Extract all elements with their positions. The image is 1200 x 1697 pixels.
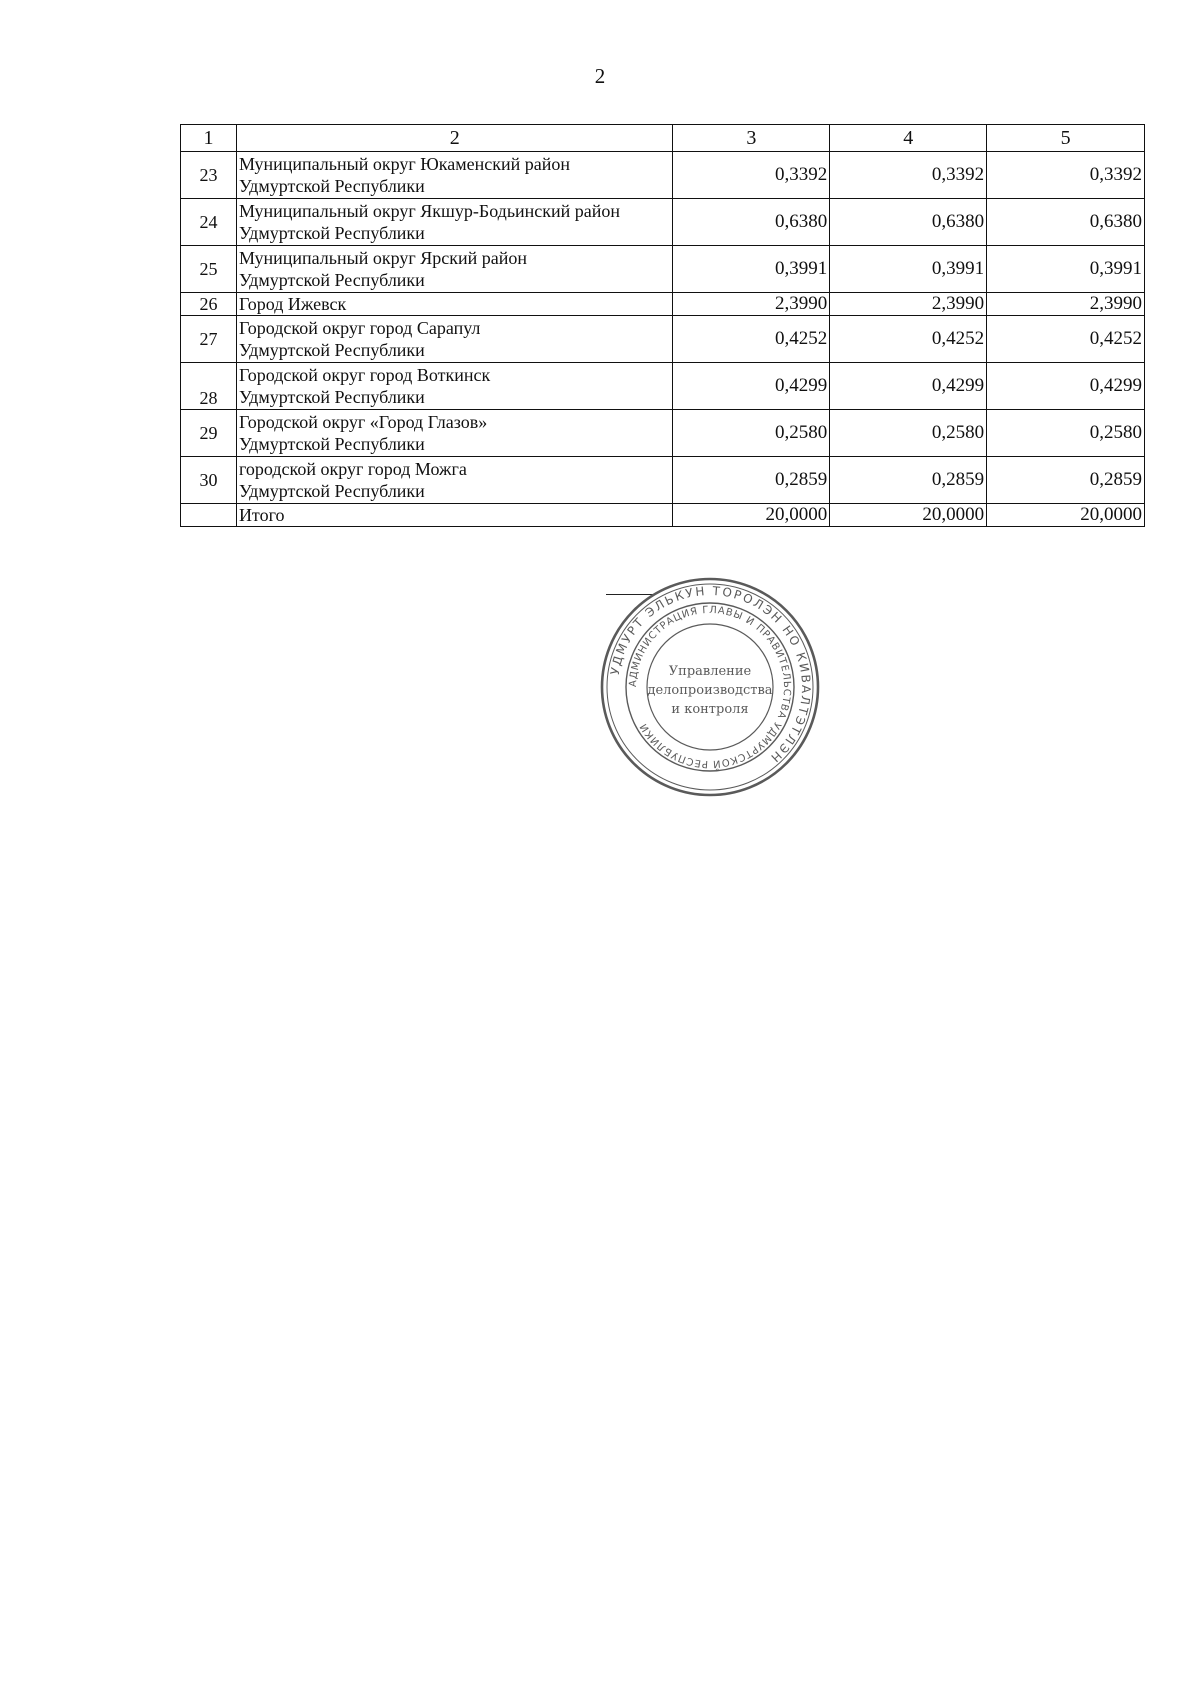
- region-name-line: городской округ город Можга: [238, 459, 467, 479]
- region-name: [236, 316, 673, 363]
- region-name: [236, 457, 673, 504]
- row-number: 30: [181, 457, 237, 504]
- value-col-5: 0,6380: [987, 199, 1145, 246]
- row-number: 27: [181, 316, 237, 363]
- row-number: 25: [181, 246, 237, 293]
- region-name: [236, 246, 673, 293]
- table-row: [181, 316, 1145, 363]
- table-body: [181, 152, 1145, 527]
- region-name-line: Городской округ город Сарапул: [238, 318, 481, 338]
- table-row: [181, 293, 1145, 316]
- value-col-5: 0,4252: [987, 316, 1145, 363]
- row-number: 28: [181, 363, 237, 410]
- seal-center-line-1: Управление: [668, 664, 752, 679]
- total-col-3: 20,0000: [673, 504, 830, 527]
- value-col-4: 0,4299: [830, 363, 987, 410]
- allocation-table: [180, 124, 1145, 527]
- value-col-3: 0,3991: [673, 246, 830, 293]
- region-name-line: Удмуртской Республики: [238, 176, 425, 196]
- total-number: [181, 504, 237, 527]
- region-name-line: Муниципальный округ Ярский район: [238, 248, 528, 268]
- total-col-5: 20,0000: [987, 504, 1145, 527]
- row-number: 29: [181, 410, 237, 457]
- row-number: 26: [181, 293, 237, 316]
- value-col-3: 2,3990: [673, 293, 830, 316]
- value-col-4: 0,4252: [830, 316, 987, 363]
- region-name-line: Удмуртской Республики: [238, 481, 425, 501]
- table-row: [181, 152, 1145, 199]
- value-col-4: 2,3990: [830, 293, 987, 316]
- seal-inner-text: АДМИНИСТРАЦИЯ ГЛАВЫ И ПРАВИТЕЛЬСТВА УДМУРТСКОЙ РЕСПУБЛИКИ: [627, 604, 793, 770]
- value-col-3: 0,6380: [673, 199, 830, 246]
- value-col-4: 0,3991: [830, 246, 987, 293]
- region-name-line: Удмуртской Республики: [238, 434, 425, 454]
- region-name: [236, 199, 673, 246]
- total-label: Итого: [236, 504, 673, 527]
- seal-outer-text: УДМУРТ ЭЛЬКУН ТОРОЛЭН НО КИВАЛТЭТЛЭН: [607, 583, 814, 767]
- value-col-5: 0,2859: [987, 457, 1145, 504]
- value-col-5: 0,3392: [987, 152, 1145, 199]
- value-col-5: 0,4299: [987, 363, 1145, 410]
- total-row: [181, 504, 1145, 527]
- header-col-5: 5: [987, 125, 1145, 152]
- region-name: [236, 363, 673, 410]
- value-col-5: 0,2580: [987, 410, 1145, 457]
- value-col-3: 0,2859: [673, 457, 830, 504]
- header-col-2: 2: [236, 125, 673, 152]
- value-col-4: 0,6380: [830, 199, 987, 246]
- value-col-3: 0,4299: [673, 363, 830, 410]
- region-name-line: Город Ижевск: [238, 294, 347, 314]
- header-col-4: 4: [830, 125, 987, 152]
- value-col-3: 0,3392: [673, 152, 830, 199]
- page-number: 2: [594, 64, 606, 88]
- table-row: [181, 363, 1145, 410]
- region-name-line: Удмуртской Республики: [238, 223, 425, 243]
- seal-center-line-2: делопроизводства: [647, 683, 773, 698]
- region-name: [236, 152, 673, 199]
- value-col-4: 0,2859: [830, 457, 987, 504]
- region-name: [236, 410, 673, 457]
- value-col-3: 0,2580: [673, 410, 830, 457]
- value-col-4: 0,3392: [830, 152, 987, 199]
- row-number: 23: [181, 152, 237, 199]
- row-number: 24: [181, 199, 237, 246]
- table-row: [181, 199, 1145, 246]
- seal-center-line-3: и контроля: [671, 702, 749, 717]
- value-col-5: 2,3990: [987, 293, 1145, 316]
- table-header-row: [181, 125, 1145, 152]
- table-row: [181, 410, 1145, 457]
- region-name-line: Городской округ «Город Глазов»: [238, 412, 488, 432]
- region-name-line: Муниципальный округ Якшур-Бодьинский район: [238, 201, 621, 221]
- value-col-4: 0,2580: [830, 410, 987, 457]
- official-seal: [598, 575, 822, 799]
- value-col-5: 0,3991: [987, 246, 1145, 293]
- table-row: [181, 457, 1145, 504]
- table-row: [181, 246, 1145, 293]
- header-col-3: 3: [673, 125, 830, 152]
- region-name: [236, 293, 673, 316]
- region-name-line: Удмуртской Республики: [238, 270, 425, 290]
- total-col-4: 20,0000: [830, 504, 987, 527]
- region-name-line: Удмуртской Республики: [238, 340, 425, 360]
- region-name-line: Городской округ город Воткинск: [238, 365, 491, 385]
- value-col-3: 0,4252: [673, 316, 830, 363]
- header-col-1: 1: [181, 125, 237, 152]
- region-name-line: Муниципальный округ Юкаменский район: [238, 154, 570, 174]
- region-name-line: Удмуртской Республики: [238, 387, 425, 407]
